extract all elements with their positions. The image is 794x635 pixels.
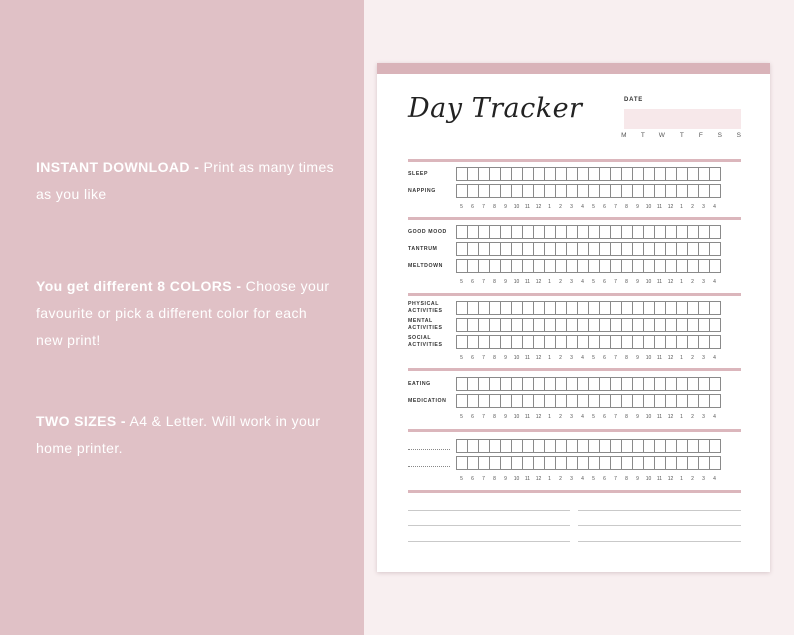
hour-labels [456, 279, 720, 285]
hour-label: 3 [702, 414, 705, 420]
hour-labels [456, 414, 720, 420]
row-label: EATING [408, 381, 431, 387]
section-divider [408, 217, 741, 220]
hour-label: 8 [625, 476, 628, 482]
hour-grid [456, 335, 720, 349]
row-label: TANTRUM [408, 246, 438, 252]
hour-label: 9 [504, 476, 507, 482]
hour-label: 6 [471, 279, 474, 285]
hour-label: 12 [535, 279, 542, 285]
feature-sizes [36, 408, 336, 462]
custom-label-line[interactable] [408, 466, 450, 467]
hour-cell[interactable] [709, 394, 721, 408]
feature-text: Choose your favourite or pick a different color for each new print! [36, 278, 330, 348]
hour-label: 1 [548, 204, 551, 210]
notes-line[interactable] [578, 541, 741, 542]
hour-label: 9 [504, 204, 507, 210]
hour-label: 3 [702, 476, 705, 482]
hour-label: 3 [702, 355, 705, 361]
hour-label: 6 [471, 414, 474, 420]
hour-labels [456, 355, 720, 361]
row-label: SLEEP [408, 171, 429, 177]
hour-label: 5 [460, 414, 463, 420]
section-divider [408, 368, 741, 371]
hour-label: 1 [680, 476, 683, 482]
hour-label: 8 [625, 204, 628, 210]
hour-label: 6 [603, 279, 606, 285]
row-label: GOOD MOOD [408, 229, 447, 235]
hour-label: 9 [636, 279, 639, 285]
date-label: DATE [624, 97, 644, 103]
weekday-letter: W [658, 132, 666, 139]
hour-label: 2 [559, 355, 562, 361]
hour-label: 7 [614, 204, 617, 210]
hour-label: 12 [667, 355, 674, 361]
hour-label: 3 [570, 355, 573, 361]
hour-grid [456, 318, 720, 332]
hour-label: 9 [504, 279, 507, 285]
hour-label: 11 [524, 476, 531, 482]
hour-cell[interactable] [709, 377, 721, 391]
row-label: PHYSICAL ACTIVITIES [408, 301, 443, 314]
hour-label: 6 [603, 355, 606, 361]
hour-label: 7 [482, 414, 485, 420]
feature-instant-download [36, 154, 336, 208]
hour-label: 11 [524, 279, 531, 285]
hour-label: 8 [493, 476, 496, 482]
hour-label: 3 [702, 204, 705, 210]
hour-label: 10 [645, 476, 652, 482]
hour-label: 2 [559, 476, 562, 482]
promo-panel [0, 0, 364, 635]
hour-grid [456, 377, 720, 391]
hour-label: 12 [667, 414, 674, 420]
hour-cell[interactable] [709, 439, 721, 453]
hour-grid [456, 242, 720, 256]
hour-label: 8 [493, 204, 496, 210]
notes-line[interactable] [408, 541, 570, 542]
hour-label: 11 [656, 414, 663, 420]
hour-label: 7 [614, 279, 617, 285]
hour-label: 11 [524, 355, 531, 361]
hour-label: 1 [548, 414, 551, 420]
hour-label: 5 [460, 279, 463, 285]
hour-label: 1 [680, 414, 683, 420]
notes-line[interactable] [578, 510, 741, 511]
weekday-letter: S [736, 132, 742, 139]
hour-label: 9 [636, 476, 639, 482]
hour-label: 5 [592, 204, 595, 210]
hour-label: 4 [581, 355, 584, 361]
hour-label: 11 [524, 414, 531, 420]
hour-grid [456, 225, 720, 239]
hour-label: 10 [645, 355, 652, 361]
hour-label: 3 [570, 279, 573, 285]
weekday-letter: F [698, 132, 704, 139]
hour-label: 1 [680, 355, 683, 361]
hour-label: 10 [645, 204, 652, 210]
hour-label: 5 [460, 476, 463, 482]
hour-label: 8 [625, 279, 628, 285]
hour-label: 2 [559, 279, 562, 285]
hour-label: 2 [691, 476, 694, 482]
row-label: MENTAL ACTIVITIES [408, 318, 443, 331]
hour-label: 12 [535, 414, 542, 420]
hour-label: 7 [482, 355, 485, 361]
hour-label: 2 [559, 414, 562, 420]
row-label: MEDICATION [408, 398, 447, 404]
hour-label: 4 [713, 279, 716, 285]
page-header-band [377, 63, 770, 74]
notes-line[interactable] [578, 525, 741, 526]
hour-label: 10 [513, 355, 520, 361]
hour-label: 11 [656, 204, 663, 210]
hour-label: 9 [636, 414, 639, 420]
hour-label: 9 [636, 204, 639, 210]
hour-grid [456, 184, 720, 198]
hour-label: 10 [645, 414, 652, 420]
custom-label-line[interactable] [408, 449, 450, 450]
hour-label: 5 [460, 204, 463, 210]
hour-label: 5 [592, 414, 595, 420]
feature-heading: INSTANT DOWNLOAD - [36, 159, 200, 175]
feature-text: A4 & Letter. Will work in your home printer. [36, 413, 321, 456]
hour-label: 7 [614, 355, 617, 361]
feature-heading: You get different 8 COLORS - [36, 278, 242, 294]
hour-label: 4 [581, 414, 584, 420]
hour-label: 5 [592, 476, 595, 482]
weekday-letter: T [640, 132, 646, 139]
row-label: SOCIAL ACTIVITIES [408, 335, 443, 348]
hour-label: 5 [460, 355, 463, 361]
hour-label: 9 [504, 355, 507, 361]
hour-label: 10 [645, 279, 652, 285]
hour-label: 8 [625, 355, 628, 361]
row-label: NAPPING [408, 188, 436, 194]
hour-label: 7 [614, 476, 617, 482]
hour-label: 12 [535, 204, 542, 210]
hour-label: 6 [603, 414, 606, 420]
hour-label: 7 [482, 279, 485, 285]
hour-label: 1 [680, 279, 683, 285]
hour-label: 2 [691, 414, 694, 420]
page-title: Day Tracker [408, 93, 583, 124]
hour-label: 2 [691, 355, 694, 361]
hour-cell[interactable] [709, 242, 721, 256]
hour-label: 10 [513, 204, 520, 210]
weekday-letter: T [679, 132, 685, 139]
notes-line[interactable] [408, 510, 570, 511]
hour-label: 6 [603, 204, 606, 210]
hour-label: 4 [713, 355, 716, 361]
hour-label: 8 [625, 414, 628, 420]
hour-label: 3 [570, 414, 573, 420]
hour-label: 7 [482, 204, 485, 210]
hour-cell[interactable] [709, 167, 721, 181]
hour-label: 11 [656, 355, 663, 361]
hour-label: 3 [570, 476, 573, 482]
hour-label: 5 [592, 279, 595, 285]
hour-label: 4 [581, 204, 584, 210]
section-divider [408, 159, 741, 162]
hour-label: 12 [667, 204, 674, 210]
hour-label: 12 [667, 279, 674, 285]
weekday-letter: M [621, 132, 627, 139]
hour-label: 9 [636, 355, 639, 361]
feature-colors [36, 273, 336, 354]
hour-label: 3 [570, 204, 573, 210]
hour-label: 6 [471, 204, 474, 210]
hour-label: 11 [656, 279, 663, 285]
hour-cell[interactable] [709, 225, 721, 239]
hour-label: 12 [535, 355, 542, 361]
hour-grid [456, 456, 720, 470]
hour-label: 11 [656, 476, 663, 482]
hour-label: 1 [548, 476, 551, 482]
date-field [624, 109, 741, 129]
hour-label: 8 [493, 279, 496, 285]
hour-label: 2 [691, 279, 694, 285]
hour-label: 6 [603, 476, 606, 482]
section-divider [408, 490, 741, 493]
hour-cell[interactable] [709, 301, 721, 315]
hour-label: 8 [493, 355, 496, 361]
hour-cell[interactable] [709, 335, 721, 349]
hour-label: 2 [559, 204, 562, 210]
hour-label: 4 [713, 476, 716, 482]
hour-label: 1 [548, 279, 551, 285]
hour-label: 8 [493, 414, 496, 420]
hour-cell[interactable] [709, 318, 721, 332]
hour-label: 7 [614, 414, 617, 420]
weekday-letter: S [717, 132, 723, 139]
hour-label: 4 [713, 204, 716, 210]
hour-label: 4 [581, 279, 584, 285]
hour-label: 4 [713, 414, 716, 420]
notes-line[interactable] [408, 525, 570, 526]
hour-label: 11 [524, 204, 531, 210]
hour-label: 9 [504, 414, 507, 420]
hour-label: 7 [482, 476, 485, 482]
hour-grid [456, 394, 720, 408]
hour-label: 12 [535, 476, 542, 482]
tracker-page [377, 63, 770, 572]
hour-grid [456, 439, 720, 453]
hour-label: 4 [581, 476, 584, 482]
hour-grid [456, 259, 720, 273]
hour-label: 6 [471, 355, 474, 361]
hour-label: 12 [667, 476, 674, 482]
hour-label: 10 [513, 476, 520, 482]
hour-cell[interactable] [709, 456, 721, 470]
hour-label: 10 [513, 414, 520, 420]
hour-cell[interactable] [709, 259, 721, 273]
hour-label: 5 [592, 355, 595, 361]
hour-label: 1 [548, 355, 551, 361]
row-label: MELTDOWN [408, 263, 443, 269]
hour-grid [456, 301, 720, 315]
hour-cell[interactable] [709, 184, 721, 198]
section-divider [408, 429, 741, 432]
feature-heading: TWO SIZES - [36, 413, 126, 429]
hour-label: 2 [691, 204, 694, 210]
hour-grid [456, 167, 720, 181]
feature-text: Print as many times as you like [36, 159, 335, 202]
hour-labels [456, 476, 720, 482]
hour-label: 1 [680, 204, 683, 210]
hour-label: 10 [513, 279, 520, 285]
section-divider [408, 293, 741, 296]
hour-label: 3 [702, 279, 705, 285]
hour-label: 6 [471, 476, 474, 482]
hour-labels [456, 204, 720, 210]
